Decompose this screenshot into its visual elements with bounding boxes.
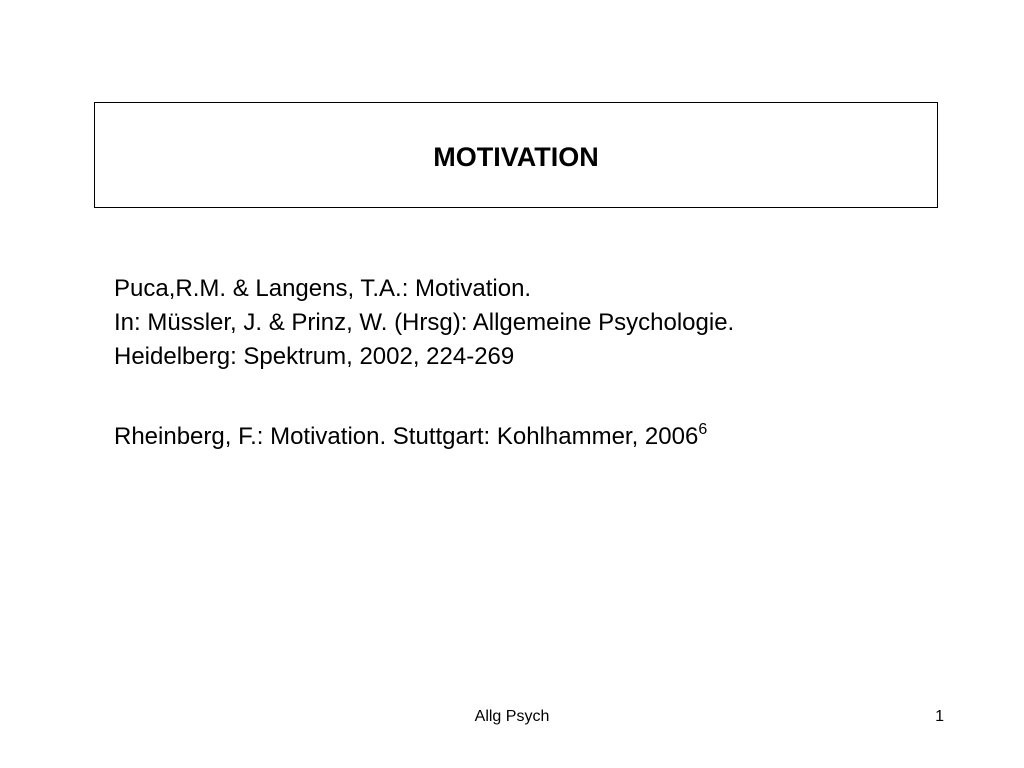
reference-text: Rheinberg, F.: Motivation. Stuttgart: Kohlhammer, 2006 bbox=[114, 423, 699, 450]
reference-puca-langens bbox=[114, 272, 734, 374]
reference-line: Puca,R.M. & Langens, T.A.: Motivation. bbox=[114, 275, 532, 302]
reference-rheinberg bbox=[114, 420, 707, 454]
edition-superscript: 6 bbox=[698, 421, 708, 438]
footer-text: Allg Psych bbox=[474, 708, 550, 725]
reference-line: Heidelberg: Spektrum, 2002, 224-269 bbox=[114, 343, 515, 370]
slide-title: MOTIVATION bbox=[433, 141, 599, 172]
page-number: 1 bbox=[935, 708, 944, 725]
reference-line: In: Müssler, J. & Prinz, W. (Hrsg): Allgemeine Psychologie. bbox=[114, 309, 735, 336]
title-box bbox=[94, 102, 938, 208]
